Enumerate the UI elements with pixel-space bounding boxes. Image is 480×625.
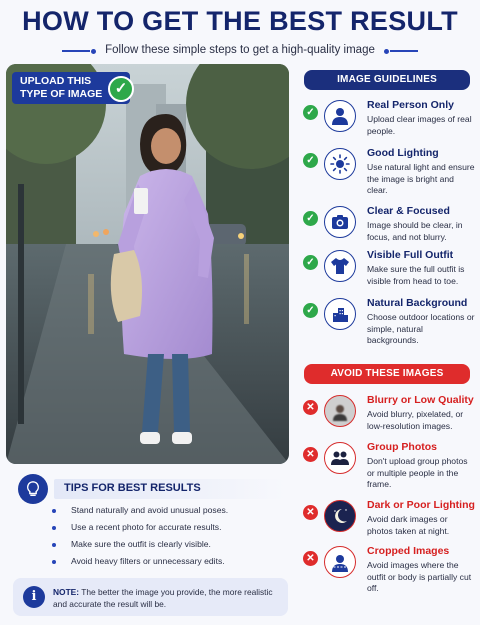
avoid-heading: AVOID THESE IMAGES — [304, 364, 470, 384]
buildings-icon — [324, 298, 356, 330]
bullet-icon — [52, 560, 56, 564]
moon-icon — [324, 500, 356, 532]
guideline-desc: Use natural light and ensure the image is bright and clear. — [367, 162, 475, 195]
check-icon: ✓ — [303, 105, 318, 120]
guideline-title: Natural Background — [367, 297, 468, 309]
avoid-desc: Avoid dark images or photos taken at night. — [367, 514, 450, 536]
note-body: The better the image you provide, the more realistic and accurate the result will be. — [53, 587, 273, 609]
tip-text: Make sure the outfit is clearly visible. — [71, 539, 211, 549]
avoid-title: Group Photos — [367, 441, 437, 453]
note-box — [13, 578, 288, 616]
guideline-desc: Upload clear images of real people. — [367, 114, 472, 136]
guideline-desc: Make sure the full outfit is visible from head to toe. — [367, 264, 465, 286]
x-icon: ✕ — [303, 505, 318, 520]
guideline-title: Clear & Focused — [367, 205, 450, 217]
check-icon: ✓ — [108, 76, 134, 102]
example-photo-illustration — [6, 64, 289, 464]
avoid-item-cropped — [300, 545, 476, 591]
tip-text: Use a recent photo for accurate results. — [71, 522, 222, 532]
subtitle-rule-right — [390, 50, 418, 52]
bullet-icon — [52, 509, 56, 513]
check-icon: ✓ — [303, 255, 318, 270]
tip-item — [52, 539, 228, 556]
x-icon: ✕ — [303, 551, 318, 566]
blurry-face-icon — [324, 395, 356, 427]
avoid-desc: Don't upload group photos or multiple people in the frame. — [367, 456, 468, 489]
avoid-desc: Avoid blurry, pixelated, or low-resolution images. — [367, 409, 464, 431]
tip-item — [52, 522, 228, 539]
guideline-title: Good Lighting — [367, 147, 439, 159]
guideline-title: Visible Full Outfit — [367, 249, 454, 261]
avoid-item-dark-lighting — [300, 499, 476, 545]
shirt-icon — [324, 250, 356, 282]
tips-heading: TIPS FOR BEST RESULTS — [64, 482, 201, 494]
check-icon: ✓ — [303, 303, 318, 318]
avoid-desc: Avoid images where the outfit or body is partially cut off. — [367, 560, 472, 593]
sun-icon — [324, 148, 356, 180]
note-text — [53, 586, 283, 610]
guideline-item-clear-focused — [300, 205, 476, 251]
badge-line-1: UPLOAD THIS — [20, 75, 92, 87]
group-icon — [324, 442, 356, 474]
info-icon: i — [23, 586, 45, 608]
avoid-title: Blurry or Low Quality — [367, 394, 474, 406]
guideline-desc: Choose outdoor locations or simple, natural backgrounds. — [367, 312, 475, 345]
tips-panel — [6, 470, 289, 572]
guideline-item-real-person — [300, 99, 476, 145]
avoid-title: Dark or Poor Lighting — [367, 499, 475, 511]
example-photo — [6, 64, 289, 464]
avoid-title: Cropped Images — [367, 545, 450, 557]
x-icon: ✕ — [303, 400, 318, 415]
tips-list — [52, 505, 228, 573]
lightbulb-icon — [18, 474, 48, 504]
guideline-item-good-lighting — [300, 147, 476, 193]
cropped-person-icon — [324, 546, 356, 578]
guideline-title: Real Person Only — [367, 99, 454, 111]
page-subtitle: Follow these simple steps to get a high-quality image — [105, 44, 375, 56]
bullet-icon — [52, 526, 56, 530]
tip-item — [52, 556, 228, 573]
guideline-item-full-outfit — [300, 249, 476, 295]
avoid-item-blurry — [300, 394, 476, 440]
tip-item — [52, 505, 228, 522]
avoid-item-group-photos — [300, 441, 476, 487]
tip-text: Avoid heavy filters or unnecessary edits. — [71, 556, 225, 566]
check-icon: ✓ — [303, 211, 318, 226]
guideline-item-natural-background — [300, 297, 476, 343]
page-title: HOW TO GET THE BEST RESULT — [22, 6, 458, 36]
check-icon: ✓ — [303, 153, 318, 168]
badge-line-2: TYPE OF IMAGE — [20, 88, 103, 100]
person-icon — [324, 100, 356, 132]
upload-type-badge — [12, 72, 130, 104]
guideline-desc: Image should be clear, in focus, and not blurry. — [367, 220, 463, 242]
note-label: NOTE: — [53, 587, 80, 597]
guidelines-heading: IMAGE GUIDELINES — [304, 70, 470, 90]
x-icon: ✕ — [303, 447, 318, 462]
tip-text: Stand naturally and avoid unusual poses. — [71, 505, 229, 515]
bullet-icon — [52, 543, 56, 547]
camera-icon — [324, 206, 356, 238]
subtitle-dot-right — [384, 49, 389, 54]
